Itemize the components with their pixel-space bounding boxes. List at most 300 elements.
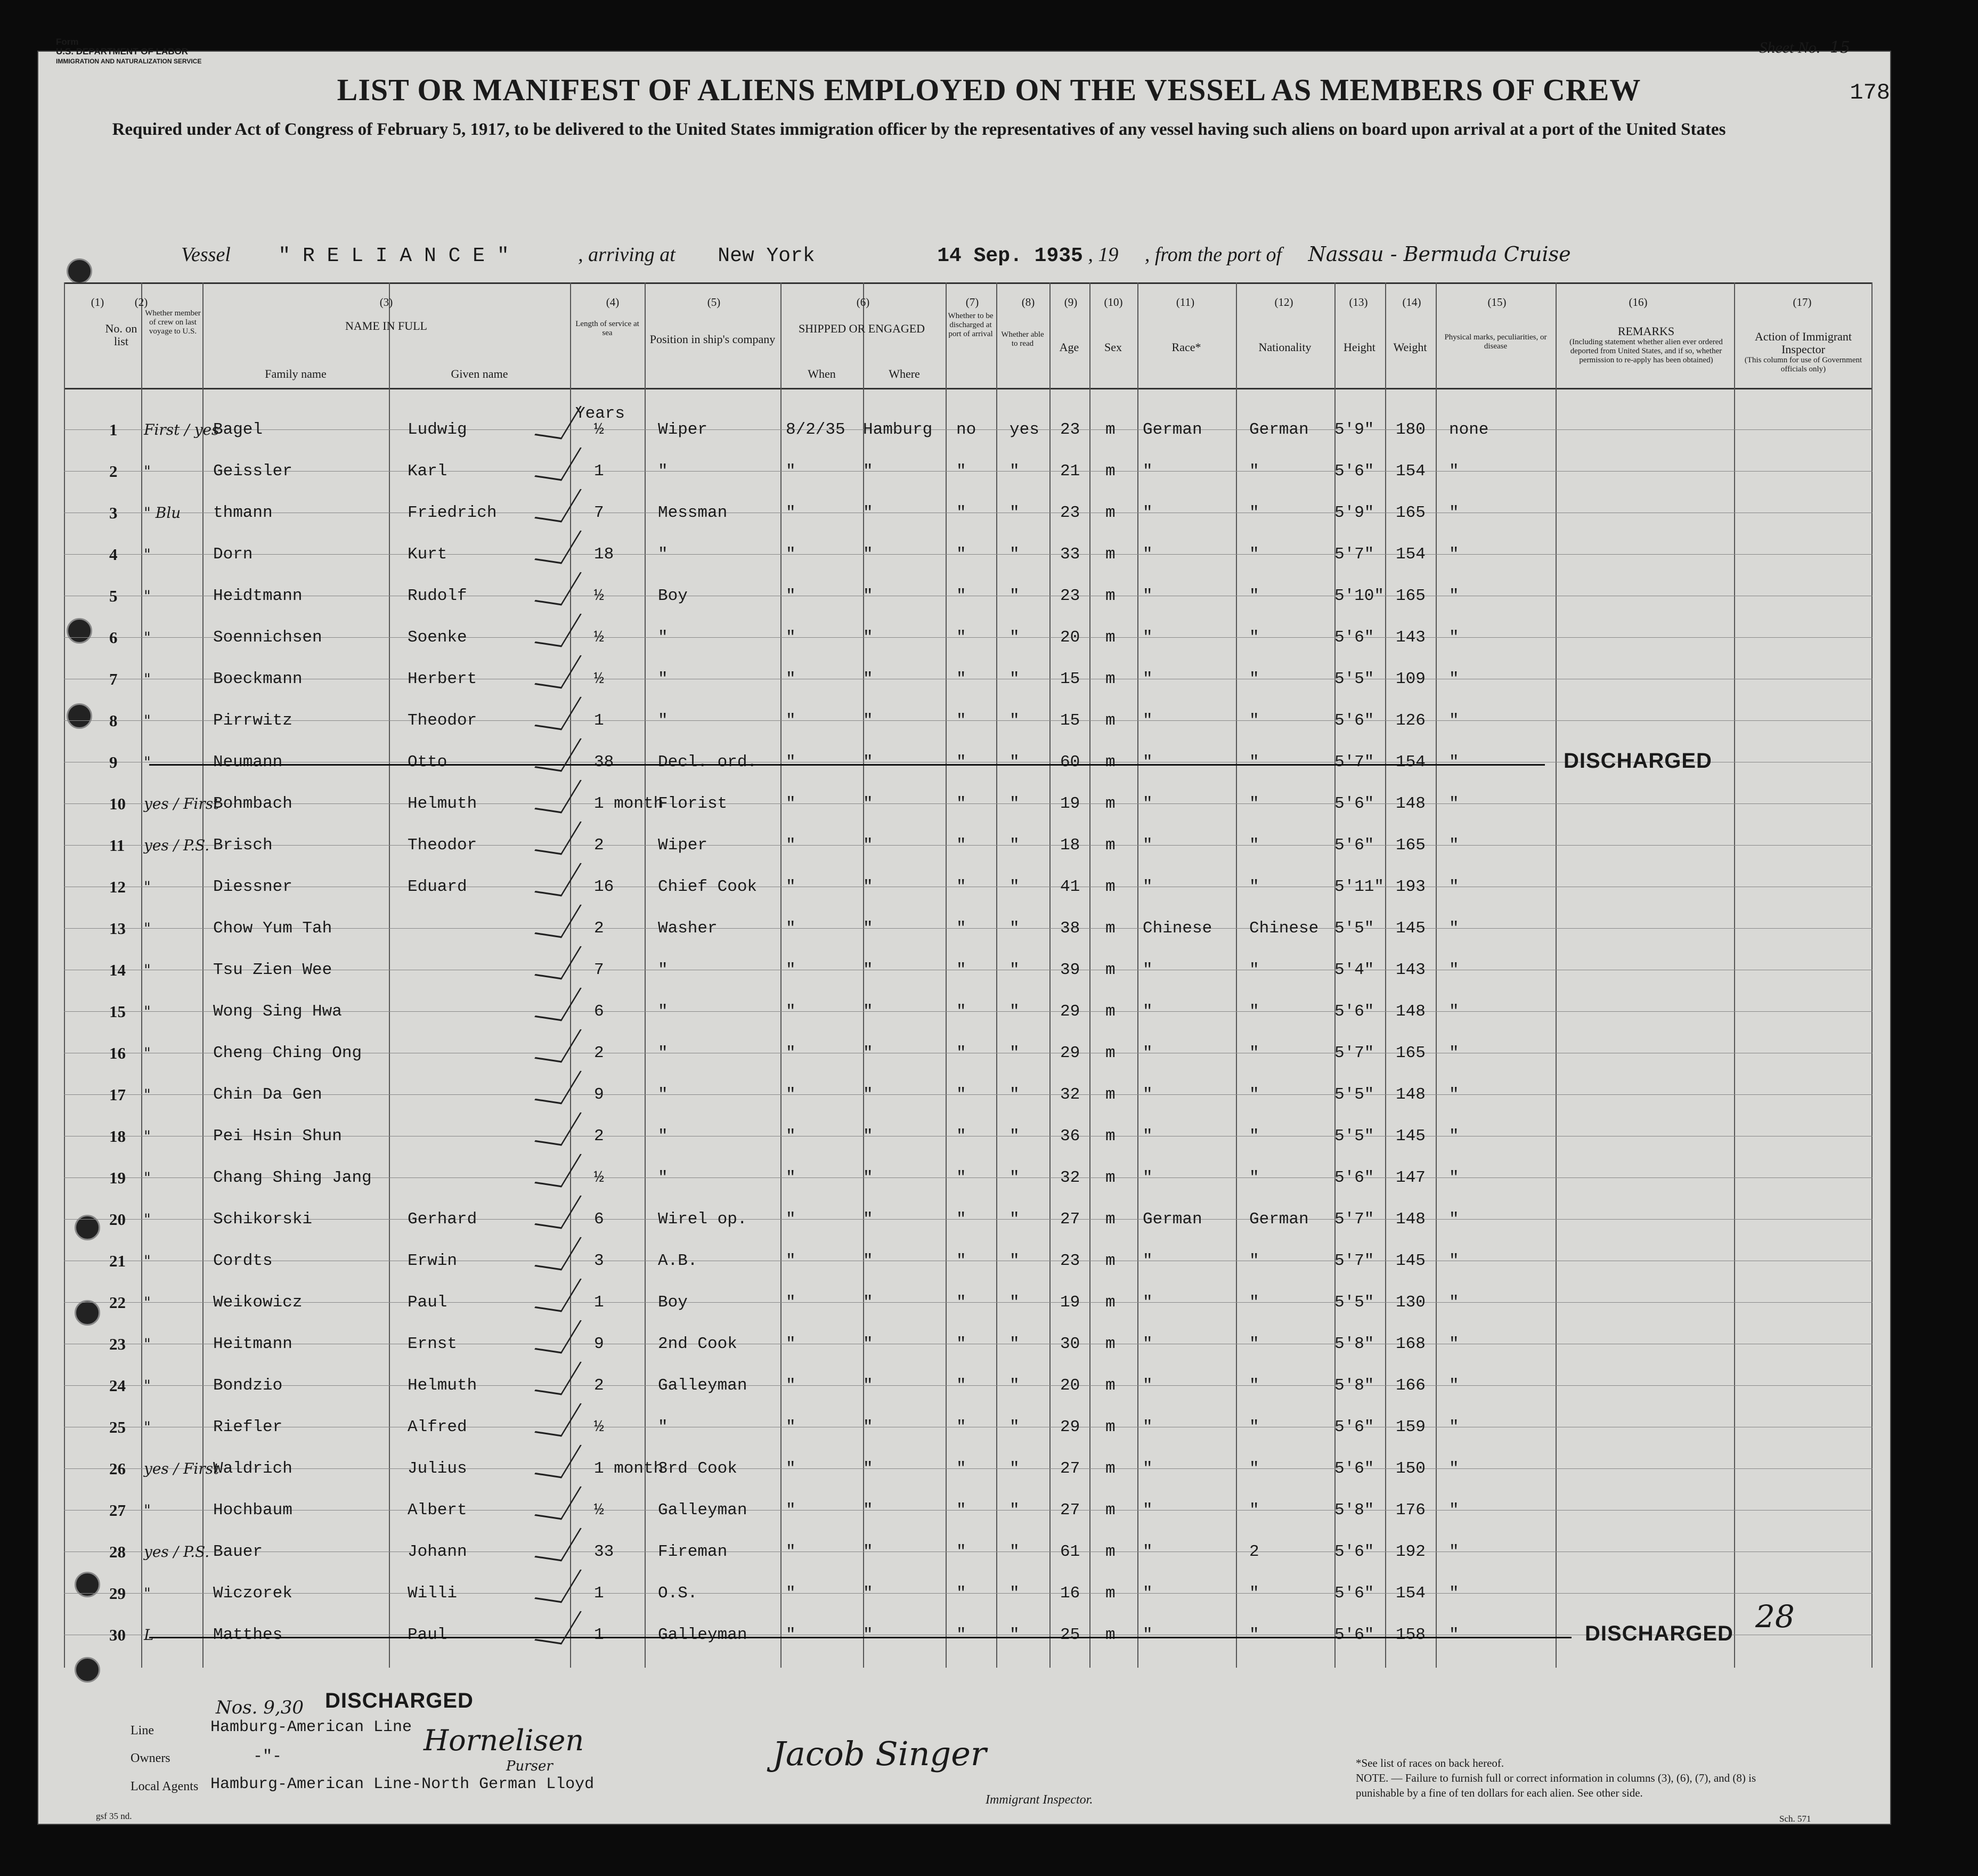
family-name: Bondzio bbox=[213, 1376, 283, 1395]
race: " bbox=[1143, 1044, 1153, 1062]
column-number: (2) bbox=[134, 296, 148, 308]
physical-marks: " bbox=[1449, 836, 1459, 855]
row-number: 22 bbox=[109, 1293, 126, 1312]
position: Wiper bbox=[658, 836, 708, 855]
able-to-read: " bbox=[1010, 1542, 1020, 1561]
table-row bbox=[0, 1033, 1978, 1074]
sex: m bbox=[1105, 753, 1116, 771]
weight: 168 bbox=[1396, 1335, 1426, 1353]
physical-marks: " bbox=[1449, 462, 1459, 481]
crew-last-voyage: " bbox=[144, 920, 151, 937]
length-of-service: 3 bbox=[594, 1252, 604, 1270]
row-number: 30 bbox=[109, 1626, 126, 1644]
position: Florist bbox=[658, 794, 728, 813]
shipped-where: " bbox=[863, 794, 873, 813]
given-name: Soenke bbox=[408, 628, 467, 647]
crew-last-voyage: " bbox=[144, 670, 151, 688]
to-be-discharged: " bbox=[956, 462, 966, 481]
age: 30 bbox=[1060, 1335, 1080, 1353]
age: 16 bbox=[1060, 1584, 1080, 1603]
position: Boy bbox=[658, 587, 688, 605]
row-number: 5 bbox=[109, 587, 118, 605]
position: 3rd Cook bbox=[658, 1459, 737, 1478]
header-bottom-rule bbox=[64, 388, 1873, 389]
height: 5'5" bbox=[1334, 670, 1374, 688]
shipped-when: " bbox=[786, 1044, 796, 1062]
crew-last-voyage: " bbox=[144, 878, 151, 896]
able-to-read: " bbox=[1010, 794, 1020, 813]
nationality: " bbox=[1249, 878, 1259, 896]
age: 32 bbox=[1060, 1168, 1080, 1187]
weight: 165 bbox=[1396, 836, 1426, 855]
col-header-given: Given name bbox=[451, 367, 508, 380]
table-row bbox=[0, 451, 1978, 492]
column-number: (17) bbox=[1793, 296, 1812, 308]
sex: m bbox=[1105, 545, 1116, 564]
physical-marks: " bbox=[1449, 628, 1459, 647]
inspector-label: Immigrant Inspector. bbox=[986, 1793, 1093, 1807]
weight: 176 bbox=[1396, 1501, 1426, 1520]
age: 29 bbox=[1060, 1418, 1080, 1436]
sheet-no-value: 15 bbox=[1829, 38, 1850, 57]
nationality: " bbox=[1249, 1418, 1259, 1436]
shipped-when: " bbox=[786, 1376, 796, 1395]
action-note: (This column for use of Government officials only) bbox=[1744, 356, 1862, 373]
height: 5'8" bbox=[1334, 1376, 1374, 1395]
form-code: gsf 35 nd. bbox=[96, 1811, 132, 1821]
family-name: Neumann bbox=[213, 753, 283, 771]
age: 38 bbox=[1060, 919, 1080, 938]
given-name: Gerhard bbox=[408, 1210, 477, 1229]
length-of-service: 6 bbox=[594, 1210, 604, 1229]
crew-last-voyage: " bbox=[144, 629, 151, 646]
height: 5'9" bbox=[1334, 420, 1374, 439]
col-header-no: No. on list bbox=[105, 322, 137, 348]
sex: m bbox=[1105, 711, 1116, 730]
to-be-discharged: " bbox=[956, 1584, 966, 1603]
shipped-where: " bbox=[863, 753, 873, 771]
height: 5'7" bbox=[1334, 545, 1374, 564]
table-row bbox=[0, 1074, 1978, 1116]
family-name: Bauer bbox=[213, 1542, 263, 1561]
col-header-where: Where bbox=[889, 367, 920, 380]
arriving-port: New York bbox=[718, 245, 815, 267]
weight: 165 bbox=[1396, 1044, 1426, 1062]
row-number: 2 bbox=[109, 462, 118, 481]
shipped-when: " bbox=[786, 1210, 796, 1229]
nationality: " bbox=[1249, 836, 1259, 855]
family-name: Heitmann bbox=[213, 1335, 292, 1353]
given-name: Otto bbox=[408, 753, 447, 771]
family-name: Matthes bbox=[213, 1626, 283, 1644]
race-note: *See list of races on back hereof. bbox=[1356, 1757, 1504, 1769]
age: 27 bbox=[1060, 1459, 1080, 1478]
crew-last-voyage: " bbox=[144, 753, 151, 771]
physical-marks: " bbox=[1449, 1418, 1459, 1436]
strike-through-line bbox=[149, 764, 1545, 766]
age: 61 bbox=[1060, 1542, 1080, 1561]
physical-marks: " bbox=[1449, 1459, 1459, 1478]
given-name: Johann bbox=[408, 1542, 467, 1561]
row-number: 27 bbox=[109, 1501, 126, 1520]
length-of-service: 18 bbox=[594, 545, 614, 564]
family-name: Schikorski bbox=[213, 1210, 313, 1229]
column-number: (16) bbox=[1629, 296, 1648, 308]
able-to-read: " bbox=[1010, 670, 1020, 688]
to-be-discharged: " bbox=[956, 1002, 966, 1021]
shipped-when: " bbox=[786, 1584, 796, 1603]
length-of-service: ½ bbox=[594, 420, 604, 439]
position: " bbox=[658, 1085, 668, 1104]
sex: m bbox=[1105, 462, 1116, 481]
given-name: Eduard bbox=[408, 878, 467, 896]
sex: m bbox=[1105, 1626, 1116, 1644]
height: 5'9" bbox=[1334, 503, 1374, 522]
able-to-read: " bbox=[1010, 836, 1020, 855]
crew-last-voyage: " bbox=[144, 1169, 151, 1187]
weight: 154 bbox=[1396, 545, 1426, 564]
shipped-where: " bbox=[863, 961, 873, 979]
nationality: " bbox=[1249, 1376, 1259, 1395]
height: 5'6" bbox=[1334, 1418, 1374, 1436]
length-of-service: 1 bbox=[594, 1626, 604, 1644]
line-value: Hamburg-American Line bbox=[210, 1718, 412, 1736]
year-label: , 19 bbox=[1088, 243, 1119, 266]
height: 5'7" bbox=[1334, 1044, 1374, 1062]
age: 27 bbox=[1060, 1501, 1080, 1520]
col-header-family: Family name bbox=[265, 367, 327, 380]
able-to-read: yes bbox=[1010, 420, 1039, 439]
action-title: Action of Immigrant Inspector bbox=[1754, 330, 1852, 356]
row-number: 7 bbox=[109, 670, 118, 688]
shipped-when: " bbox=[786, 545, 796, 564]
remarks-note: (Including statement whether alien ever ordered deported from United States, and if so, whether permission to re-apply has been obtained) bbox=[1569, 338, 1723, 364]
col-header-sex: Sex bbox=[1104, 340, 1122, 354]
to-be-discharged: " bbox=[956, 1376, 966, 1395]
to-be-discharged: " bbox=[956, 1252, 966, 1270]
age: 20 bbox=[1060, 1376, 1080, 1395]
crew-last-voyage: yes / P.S. bbox=[144, 1543, 210, 1561]
position: " bbox=[658, 711, 668, 730]
crew-last-voyage: yes / P.S. bbox=[144, 837, 210, 854]
col-header-name: NAME IN FULL bbox=[345, 319, 427, 332]
column-number: (11) bbox=[1176, 296, 1195, 308]
col-header-height: Height bbox=[1344, 340, 1375, 354]
schedule-code: Sch. 571 bbox=[1779, 1814, 1811, 1824]
row-number: 15 bbox=[109, 1002, 126, 1021]
physical-marks: " bbox=[1449, 878, 1459, 896]
shipped-where: " bbox=[863, 1127, 873, 1146]
family-name: Heidtmann bbox=[213, 587, 303, 605]
position: Decl. ord. bbox=[658, 753, 758, 771]
position: O.S. bbox=[658, 1584, 698, 1603]
sex: m bbox=[1105, 961, 1116, 979]
column-number: (6) bbox=[856, 296, 870, 308]
sex: m bbox=[1105, 1293, 1116, 1312]
position: Chief Cook bbox=[658, 878, 758, 896]
position: Fireman bbox=[658, 1542, 728, 1561]
physical-marks: " bbox=[1449, 711, 1459, 730]
family-name: Chow Yum Tah bbox=[213, 919, 332, 938]
able-to-read: " bbox=[1010, 1085, 1020, 1104]
to-be-discharged: " bbox=[956, 1418, 966, 1436]
sex: m bbox=[1105, 1501, 1116, 1520]
physical-marks: " bbox=[1449, 1002, 1459, 1021]
physical-marks: " bbox=[1449, 1085, 1459, 1104]
table-row bbox=[0, 534, 1978, 575]
age: 23 bbox=[1060, 503, 1080, 522]
age: 41 bbox=[1060, 878, 1080, 896]
shipped-when: " bbox=[786, 1085, 796, 1104]
family-name: Geissler bbox=[213, 462, 292, 481]
shipped-where: " bbox=[863, 878, 873, 896]
given-name: Paul bbox=[408, 1293, 447, 1312]
arriving-label: , arriving at bbox=[578, 243, 675, 266]
to-be-discharged: " bbox=[956, 587, 966, 605]
given-name: Helmuth bbox=[408, 1376, 477, 1395]
sex: m bbox=[1105, 1584, 1116, 1603]
nationality: " bbox=[1249, 1252, 1259, 1270]
shipped-where: " bbox=[863, 1542, 873, 1561]
position: Wirel op. bbox=[658, 1210, 747, 1229]
length-of-service: 7 bbox=[594, 961, 604, 979]
sex: m bbox=[1105, 670, 1116, 688]
shipped-where: " bbox=[863, 1085, 873, 1104]
able-to-read: " bbox=[1010, 1044, 1020, 1062]
height: 5'5" bbox=[1334, 1127, 1374, 1146]
weight: 147 bbox=[1396, 1168, 1426, 1187]
table-row bbox=[0, 783, 1978, 825]
position: A.B. bbox=[658, 1252, 698, 1270]
height: 5'11" bbox=[1334, 878, 1385, 896]
shipped-when: " bbox=[786, 462, 796, 481]
length-of-service: ½ bbox=[594, 1168, 604, 1187]
crew-last-voyage: L bbox=[144, 1626, 154, 1644]
height: 5'6" bbox=[1334, 1459, 1374, 1478]
col-header-discharge: Whether to be discharged at port of arrival bbox=[948, 312, 994, 338]
table-row bbox=[0, 908, 1978, 949]
row-number: 4 bbox=[109, 545, 118, 564]
physical-marks: " bbox=[1449, 919, 1459, 938]
table-row bbox=[0, 1573, 1978, 1614]
physical-marks: " bbox=[1449, 753, 1459, 771]
column-number: (4) bbox=[606, 296, 620, 308]
able-to-read: " bbox=[1010, 1127, 1020, 1146]
age: 19 bbox=[1060, 1293, 1080, 1312]
table-row bbox=[0, 492, 1978, 534]
height: 5'7" bbox=[1334, 1210, 1374, 1229]
race: " bbox=[1143, 1168, 1153, 1187]
position: Messman bbox=[658, 503, 728, 522]
shipped-when: " bbox=[786, 1127, 796, 1146]
able-to-read: " bbox=[1010, 1418, 1020, 1436]
column-number: (7) bbox=[965, 296, 979, 308]
weight: 193 bbox=[1396, 878, 1426, 896]
position: " bbox=[658, 545, 668, 564]
length-of-service: 1 bbox=[594, 711, 604, 730]
shipped-where: " bbox=[863, 503, 873, 522]
sex: m bbox=[1105, 1459, 1116, 1478]
column-number: (14) bbox=[1402, 296, 1421, 308]
race: " bbox=[1143, 961, 1153, 979]
nationality: " bbox=[1249, 1044, 1259, 1062]
sex: m bbox=[1105, 1418, 1116, 1436]
able-to-read: " bbox=[1010, 587, 1020, 605]
nationality: German bbox=[1249, 420, 1309, 439]
age: 39 bbox=[1060, 961, 1080, 979]
row-number: 9 bbox=[109, 753, 118, 771]
able-to-read: " bbox=[1010, 1252, 1020, 1270]
owners-value: -"- bbox=[253, 1748, 282, 1766]
row-number: 8 bbox=[109, 711, 118, 730]
nationality: " bbox=[1249, 1626, 1259, 1644]
family-name: Hochbaum bbox=[213, 1501, 292, 1520]
nationality: " bbox=[1249, 753, 1259, 771]
shipped-where: " bbox=[863, 1376, 873, 1395]
shipped-when: " bbox=[786, 628, 796, 647]
row-number: 26 bbox=[109, 1459, 126, 1478]
owners-label: Owners bbox=[131, 1751, 170, 1765]
race: " bbox=[1143, 503, 1153, 522]
sex: m bbox=[1105, 587, 1116, 605]
shipped-where: " bbox=[863, 836, 873, 855]
shipped-where: " bbox=[863, 1252, 873, 1270]
length-of-service: 1 bbox=[594, 462, 604, 481]
vessel-line bbox=[181, 242, 1571, 267]
row-number: 18 bbox=[109, 1127, 126, 1146]
able-to-read: " bbox=[1010, 878, 1020, 896]
shipped-when: " bbox=[786, 1542, 796, 1561]
able-to-read: " bbox=[1010, 503, 1020, 522]
length-of-service: ½ bbox=[594, 628, 604, 647]
crew-last-voyage: " bbox=[144, 1335, 151, 1353]
able-to-read: " bbox=[1010, 919, 1020, 938]
height: 5'6" bbox=[1334, 711, 1374, 730]
physical-marks: " bbox=[1449, 545, 1459, 564]
race: " bbox=[1143, 1252, 1153, 1270]
shipped-when: " bbox=[786, 1418, 796, 1436]
nationality: " bbox=[1249, 711, 1259, 730]
page-title: LIST OR MANIFEST OF ALIENS EMPLOYED ON THE VESSEL AS MEMBERS OF CREW bbox=[337, 72, 1641, 107]
column-number: (8) bbox=[1021, 296, 1035, 308]
to-be-discharged: " bbox=[956, 1127, 966, 1146]
column-number: (9) bbox=[1064, 296, 1078, 308]
nationality: " bbox=[1249, 1085, 1259, 1104]
race: " bbox=[1143, 1293, 1153, 1312]
nationality: " bbox=[1249, 1501, 1259, 1520]
to-be-discharged: " bbox=[956, 628, 966, 647]
penalty-note: NOTE. — Failure to furnish full or correct information in columns (3), (6), (7), and (8) is punishable by a fine of ten dollars for each alien. See other side. bbox=[1356, 1772, 1756, 1799]
able-to-read: " bbox=[1010, 711, 1020, 730]
shipped-when: " bbox=[786, 711, 796, 730]
sex: m bbox=[1105, 1044, 1116, 1062]
able-to-read: " bbox=[1010, 1626, 1020, 1644]
to-be-discharged: " bbox=[956, 794, 966, 813]
sex: m bbox=[1105, 503, 1116, 522]
position: " bbox=[658, 1044, 668, 1062]
col-header-when: When bbox=[808, 367, 836, 380]
column-number: (12) bbox=[1274, 296, 1293, 308]
form-agency-name: U.S. DEPARTMENT OF LABOR bbox=[56, 46, 189, 56]
col-header-marks: Physical marks, peculiarities, or disease bbox=[1444, 333, 1547, 351]
able-to-read: " bbox=[1010, 1168, 1020, 1187]
race: " bbox=[1143, 670, 1153, 688]
to-be-discharged: " bbox=[956, 919, 966, 938]
age: 60 bbox=[1060, 753, 1080, 771]
age: 19 bbox=[1060, 794, 1080, 813]
to-be-discharged: " bbox=[956, 961, 966, 979]
nationality: " bbox=[1249, 794, 1259, 813]
weight: 150 bbox=[1396, 1459, 1426, 1478]
length-of-service: 2 bbox=[594, 919, 604, 938]
column-number: (3) bbox=[379, 296, 393, 308]
race: " bbox=[1143, 878, 1153, 896]
given-name: Paul bbox=[408, 1626, 447, 1644]
race: " bbox=[1143, 1376, 1153, 1395]
table-row bbox=[0, 991, 1978, 1033]
row-number: 23 bbox=[109, 1335, 126, 1353]
age: 27 bbox=[1060, 1210, 1080, 1229]
length-of-service: 2 bbox=[594, 836, 604, 855]
col-header-crew: Whether member of crew on last voyage to U.S. bbox=[145, 309, 201, 336]
age: 23 bbox=[1060, 587, 1080, 605]
given-name: Julius bbox=[408, 1459, 467, 1478]
family-name: Bagel bbox=[213, 420, 263, 439]
shipped-where: " bbox=[863, 1002, 873, 1021]
race: " bbox=[1143, 753, 1153, 771]
sex: m bbox=[1105, 1127, 1116, 1146]
purser-title: Purser bbox=[506, 1758, 553, 1774]
table-row bbox=[0, 1116, 1978, 1157]
weight: 165 bbox=[1396, 503, 1426, 522]
nationality: 2 bbox=[1249, 1542, 1259, 1561]
crew-last-voyage: " bbox=[144, 1418, 151, 1436]
crew-last-voyage: " bbox=[144, 1211, 151, 1228]
crew-last-voyage: " Blu bbox=[144, 504, 181, 522]
remarks-discharged: DISCHARGED bbox=[1564, 749, 1712, 773]
able-to-read: " bbox=[1010, 1335, 1020, 1353]
to-be-discharged: " bbox=[956, 1626, 966, 1644]
family-name: Weikowicz bbox=[213, 1293, 303, 1312]
row-number: 14 bbox=[109, 961, 126, 979]
race: " bbox=[1143, 1459, 1153, 1478]
row-number: 6 bbox=[109, 628, 118, 647]
physical-marks: " bbox=[1449, 670, 1459, 688]
race: " bbox=[1143, 794, 1153, 813]
family-name: Wiczorek bbox=[213, 1584, 292, 1603]
given-name: Helmuth bbox=[408, 794, 477, 813]
to-be-discharged: " bbox=[956, 878, 966, 896]
given-name: Rudolf bbox=[408, 587, 467, 605]
table-row bbox=[0, 1240, 1978, 1282]
race: Chinese bbox=[1143, 919, 1212, 938]
table-row bbox=[0, 1407, 1978, 1448]
column-number: (1) bbox=[91, 296, 104, 308]
physical-marks: " bbox=[1449, 1376, 1459, 1395]
sheet-number bbox=[1759, 38, 1850, 57]
table-row bbox=[0, 617, 1978, 659]
position: " bbox=[658, 670, 668, 688]
weight: 126 bbox=[1396, 711, 1426, 730]
nationality: " bbox=[1249, 545, 1259, 564]
shipped-when: 8/2/35 bbox=[786, 420, 845, 439]
length-of-service: 16 bbox=[594, 878, 614, 896]
length-of-service: 2 bbox=[594, 1127, 604, 1146]
sex: m bbox=[1105, 1168, 1116, 1187]
age: 20 bbox=[1060, 628, 1080, 647]
race: " bbox=[1143, 1085, 1153, 1104]
height: 5'7" bbox=[1334, 1252, 1374, 1270]
